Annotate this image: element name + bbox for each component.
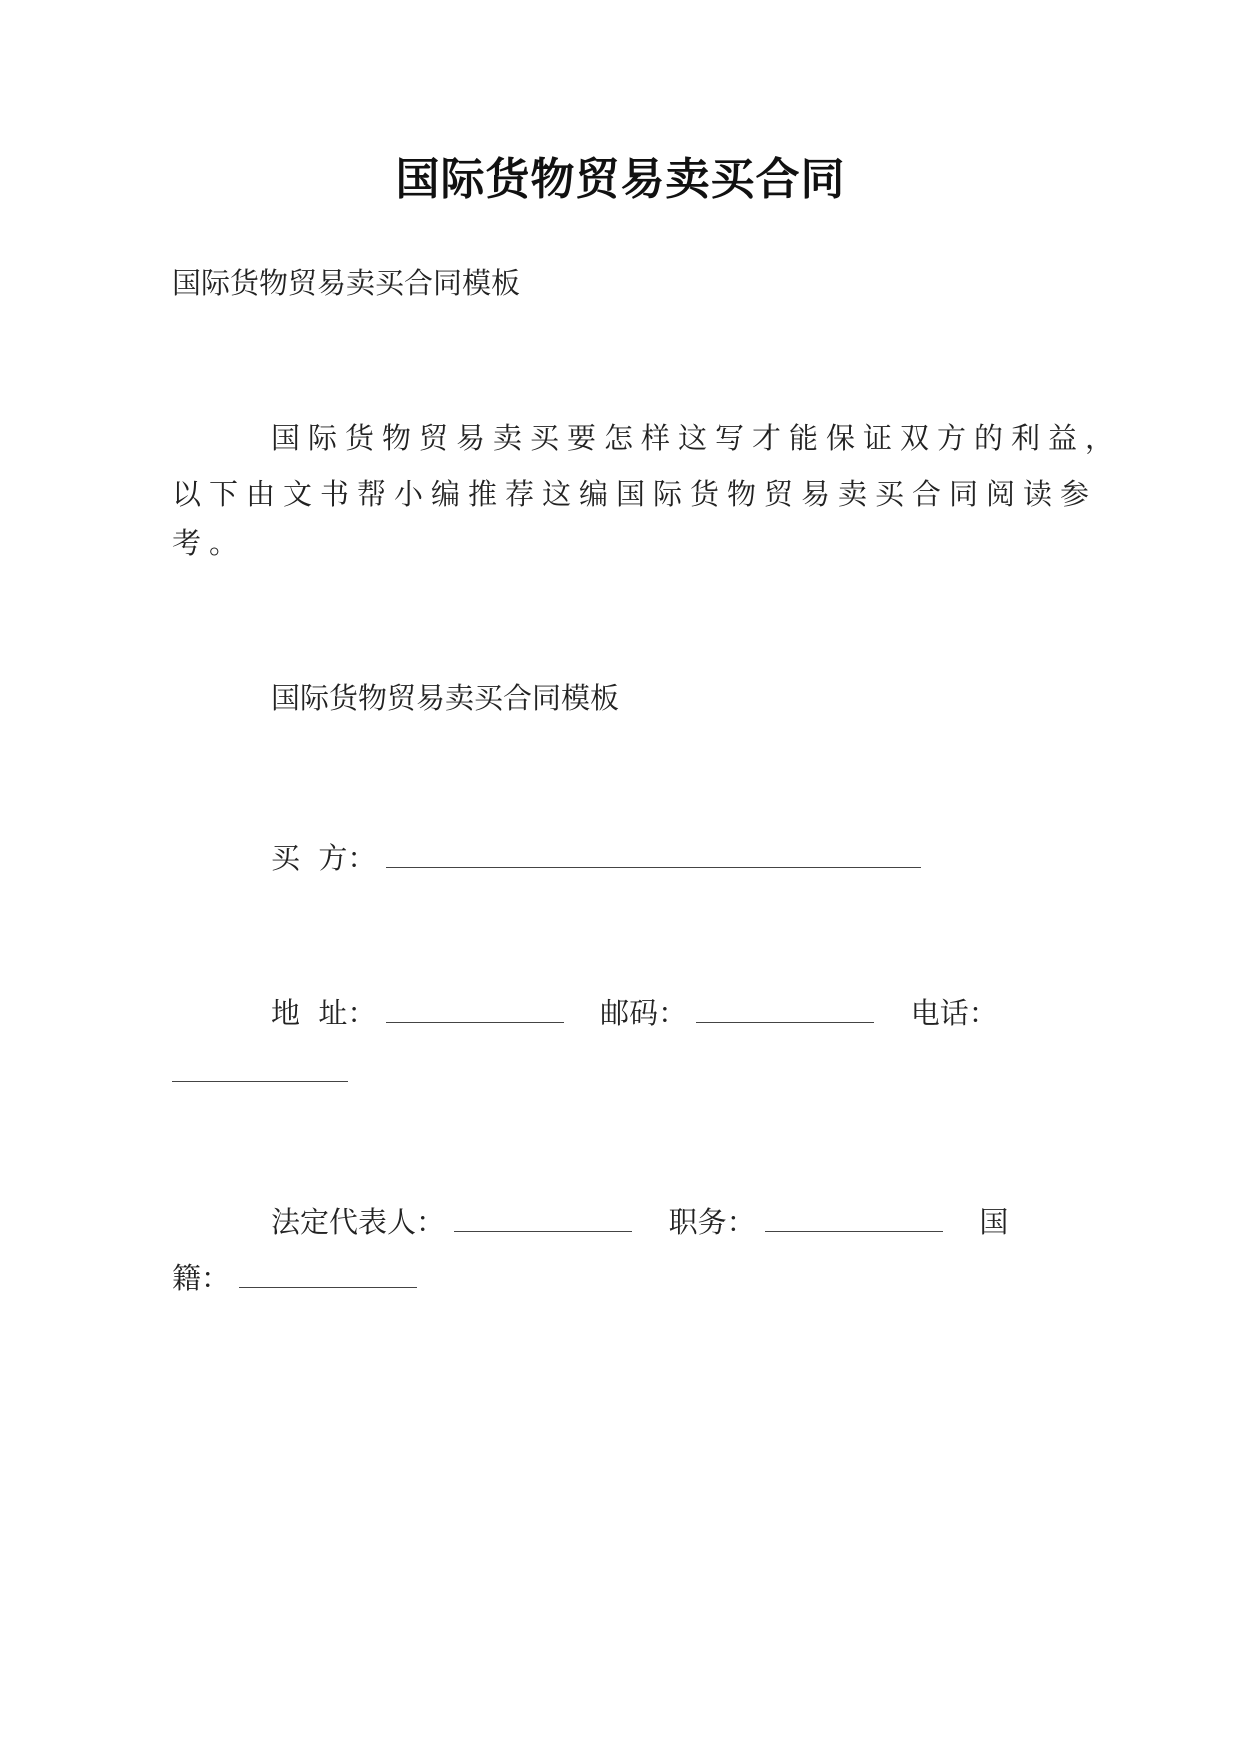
representative-blank[interactable]	[454, 1205, 632, 1232]
intro-line-1: 国际货物贸易卖买要怎样这写才能保证双方的利益，	[271, 421, 1123, 455]
nationality-label-part1: 国	[979, 1205, 1009, 1239]
document-subtitle: 国际货物贸易卖买合同模板	[172, 266, 521, 300]
nationality-blank[interactable]	[239, 1261, 417, 1288]
address-blank[interactable]	[386, 996, 564, 1023]
buyer-row	[271, 838, 921, 878]
phone-label: 电话：	[910, 996, 998, 1030]
template-heading: 国际货物贸易卖买合同模板	[271, 681, 620, 715]
postcode-label: 邮码：	[600, 996, 688, 1030]
contact-row	[271, 993, 998, 1033]
buyer-label: 买 方：	[271, 841, 377, 875]
address-label: 地 址：	[271, 996, 377, 1030]
postcode-blank[interactable]	[696, 996, 874, 1023]
phone-blank[interactable]	[172, 1055, 348, 1082]
document-title: 国际货物贸易卖买合同	[395, 154, 846, 205]
nationality-label-part2: 籍：	[172, 1261, 231, 1295]
phone-blank-row	[172, 1052, 348, 1092]
position-blank[interactable]	[765, 1205, 943, 1232]
position-label: 职务：	[668, 1205, 756, 1239]
representative-label: 法定代表人：	[271, 1205, 446, 1239]
buyer-blank[interactable]	[386, 841, 921, 868]
intro-line-3: 考。	[172, 526, 247, 560]
intro-line-2: 以下由文书帮小编推荐这编国际货物贸易卖买合同阅读参	[172, 477, 1098, 511]
nationality-row	[172, 1258, 417, 1298]
representative-row	[271, 1202, 1008, 1242]
